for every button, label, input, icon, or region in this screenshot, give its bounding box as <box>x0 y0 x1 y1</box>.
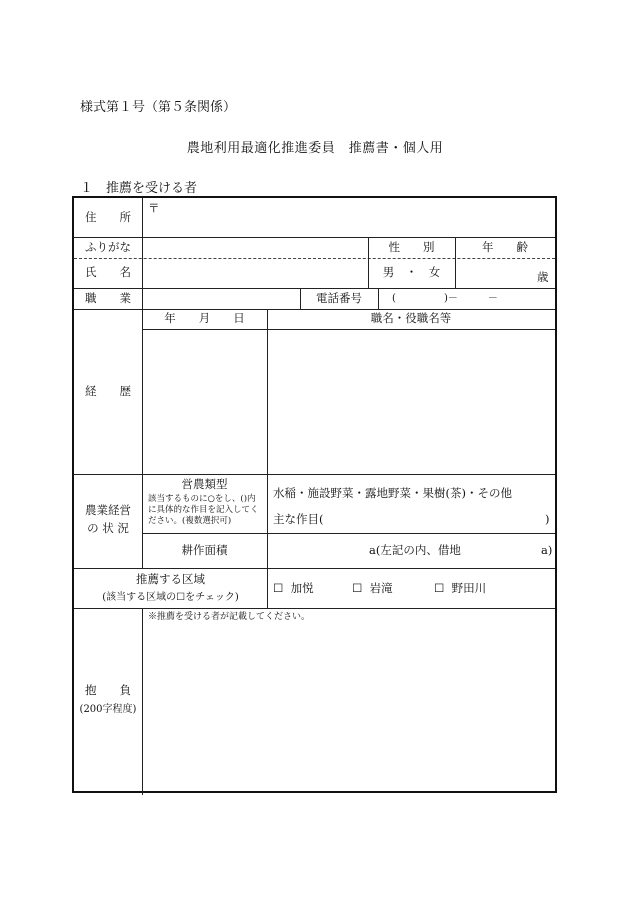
farming-type-note: 該当するものに○をし、()内に具体的な作目を記入してください。(複数選択可) <box>148 494 259 526</box>
phone-label: 電話番号 <box>316 291 362 305</box>
label-column-divider <box>142 198 143 568</box>
area-value: a(左記の内、借地 <box>369 543 461 557</box>
row-divider <box>74 237 555 238</box>
district-divider <box>267 568 268 608</box>
row-divider <box>74 288 555 289</box>
career-date-field[interactable] <box>144 331 265 472</box>
form-reference: 様式第１号（第５条関係） <box>80 100 237 115</box>
furigana-field[interactable] <box>144 239 366 257</box>
gender-options[interactable]: 男 ・ 女 <box>382 265 441 279</box>
label-column-divider-lower <box>142 608 143 795</box>
district-note: (該当する区域の☐をチェック) <box>102 592 239 603</box>
area-total-field[interactable] <box>269 536 365 566</box>
ambition-sub: (200字程度) <box>79 704 137 715</box>
section-title: １ 推薦を受ける者 <box>80 181 198 196</box>
row-divider <box>74 568 555 569</box>
district-label: 推薦する区域 <box>136 572 205 586</box>
main-crop-prefix: 主な作目( <box>273 512 324 526</box>
row-divider <box>74 608 555 609</box>
district-option-label: 野田川 <box>451 581 487 595</box>
postal-mark: 〒 <box>148 201 160 215</box>
checkbox-icon[interactable]: ☐ <box>352 581 363 595</box>
age-label: 年 齢 <box>482 240 528 254</box>
ambition-label: 抱 負 <box>85 683 131 697</box>
phone-field[interactable] <box>380 290 553 308</box>
name-field[interactable] <box>144 260 366 286</box>
document-title: 農地利用最適化推進委員 推薦書・個人用 <box>186 141 444 156</box>
recommendation-form <box>72 196 557 793</box>
row-divider <box>142 329 555 330</box>
phone-label-divider-right <box>378 288 379 309</box>
age-unit: 歳 <box>537 270 549 284</box>
address-label: 住 所 <box>85 210 131 224</box>
ambition-note: ※推薦を受ける者が記載してください。 <box>148 612 311 622</box>
main-crop-field[interactable] <box>332 511 542 529</box>
furigana-label: ふりがな <box>85 240 131 254</box>
ambition-field[interactable] <box>144 626 553 791</box>
career-label: 経 歴 <box>85 384 131 398</box>
district-option-kaya[interactable] <box>273 583 314 595</box>
career-position-field[interactable] <box>269 331 553 472</box>
career-date-divider <box>267 309 268 474</box>
area-label: 耕作面積 <box>181 543 228 557</box>
area-suffix: a) <box>541 543 553 557</box>
area-leased-field[interactable] <box>466 536 538 566</box>
district-option-label: 岩滝 <box>369 581 393 595</box>
job-field[interactable] <box>144 290 298 308</box>
checkbox-icon[interactable]: ☐ <box>434 581 445 595</box>
checkbox-icon[interactable]: ☐ <box>273 581 284 595</box>
career-position-header: 職名・役職名等 <box>370 311 452 325</box>
name-label: 氏 名 <box>85 265 131 279</box>
age-field[interactable] <box>457 260 533 286</box>
address-field[interactable] <box>144 200 552 235</box>
main-crop-suffix: ) <box>545 512 550 526</box>
farming-type-options[interactable]: 水稲・施設野菜・露地野菜・果樹(茶)・その他 <box>273 486 512 500</box>
farming-type-label: 営農類型 <box>181 477 228 491</box>
career-date-header: 年 月 日 <box>164 311 245 325</box>
job-label: 職 業 <box>85 291 131 305</box>
row-divider <box>74 474 555 475</box>
row-divider <box>74 309 555 310</box>
farming-label-line2: の 状 況 <box>87 521 129 535</box>
district-option-nodagawa[interactable] <box>434 583 486 595</box>
gender-label: 性 別 <box>388 240 435 254</box>
farming-label-line1: 農業経営 <box>85 503 131 517</box>
district-option-iwataki[interactable] <box>352 583 393 595</box>
phone-format-left: ( <box>392 293 396 304</box>
row-divider <box>142 533 555 534</box>
row-divider-dashed <box>74 258 555 259</box>
phone-format-right: )－ － <box>444 293 498 304</box>
district-option-label: 加悦 <box>290 581 314 595</box>
farming-divider <box>267 474 268 568</box>
